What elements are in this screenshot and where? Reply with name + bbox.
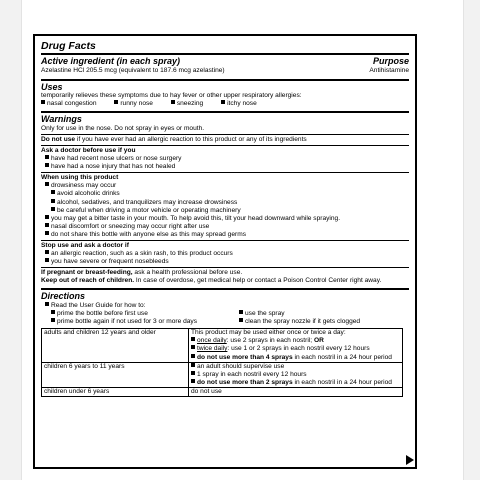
warnings-heading: Warnings: [41, 114, 82, 125]
list-item: prime bottle again if not used for 3 or more days: [51, 318, 171, 326]
dosage-cell: do not use: [189, 387, 403, 396]
list-item: you have severe or frequent nosebleeds: [41, 258, 409, 266]
list-item: sneezing: [171, 100, 211, 107]
age-cell: children under 6 years: [42, 387, 189, 396]
dosage-table: [41, 328, 403, 397]
directions-intro: Read the User Guide for how to:: [41, 302, 409, 310]
list-item: do not share this bottle with anyone else as this may spread germs: [41, 231, 409, 239]
list-item: have had a nose injury that has not healed: [41, 163, 409, 171]
list-item: use the spray: [171, 310, 409, 318]
list-item: you may get a bitter taste in your mouth. To help avoid this, tilt your head downward while spraying.: [41, 215, 409, 223]
dosage-cell: an adult should supervise use 1 spray in each nostril every 12 hours do not use more than 2 sprays in each nostril in a 24 hour period: [189, 362, 403, 387]
drug-facts-title: Drug Facts: [41, 40, 96, 52]
directions-heading: Directions: [41, 291, 86, 302]
drug-facts-panel: [33, 34, 417, 469]
table-row: [42, 329, 403, 362]
uses-list: [41, 100, 409, 108]
warnings-nose-only: Only for use in the nose. Do not spray in eyes or mouth.: [41, 124, 205, 132]
active-ingredient-header: [41, 56, 409, 67]
list-item: clean the spray nozzle if it gets clogged: [171, 318, 409, 326]
continue-arrow-icon: [406, 455, 414, 465]
do-not-use-text: Do not use if you have ever had an allergic reaction to this product or any of its ingredients: [41, 135, 307, 143]
table-row: [42, 362, 403, 387]
list-item: an allergic reaction, such as a skin rash, to this product occurs: [41, 250, 409, 258]
list-item: have had recent nose ulcers or nose surgery: [41, 155, 409, 163]
age-cell: adults and children 12 years and older: [42, 329, 189, 362]
list-item: alcohol, sedatives, and tranquilizers may increase drowsiness: [41, 199, 409, 207]
list-item: nasal congestion: [41, 100, 105, 107]
pregnancy-warning: If pregnant or breast-feeding, ask a health professional before use.: [41, 269, 243, 277]
stop-use-heading: Stop use and ask a doctor if: [41, 242, 129, 249]
purpose-text: Antihistamine: [369, 66, 409, 74]
uses-intro: temporarily relieves these symptoms due to hay fever or other upper respiratory allergies:: [41, 92, 302, 100]
list-item: nasal discomfort or sneezing may occur right after use: [41, 223, 409, 231]
dosage-cell: This product may be used either once or twice a day: once daily: use 2 sprays in each nostril; OR twice daily: use 1 or 2 sprays in each nostril every 12 hours do not use more than 4 sprays in each nostril in a 24 hour period: [189, 329, 403, 362]
table-row: [42, 387, 403, 396]
when-using-heading: When using this product: [41, 174, 119, 182]
purpose-heading: Purpose: [372, 56, 409, 66]
ask-doctor-heading: Ask a doctor before use if you: [41, 146, 136, 154]
user-guide-list: [41, 310, 409, 326]
active-ingredient-heading: Active ingredient (in each spray): [41, 56, 181, 66]
uses-heading: Uses: [41, 81, 63, 92]
list-item: prime the bottle before first use: [51, 310, 171, 318]
keep-out-of-reach: Keep out of reach of children. In case of overdose, get medical help or contact a Poison Control Center right away.: [41, 277, 382, 285]
active-ingredient-text: Azelastine HCl 205.5 mcg (equivalent to 187.6 mcg azelastine): [41, 66, 225, 74]
list-item: runny nose: [114, 100, 161, 107]
list-item: avoid alcoholic drinks: [41, 190, 409, 198]
age-cell: children 6 years to 11 years: [42, 362, 189, 387]
list-item: itchy nose: [221, 100, 265, 107]
list-item: be careful when driving a motor vehicle or operating machinery: [41, 207, 409, 215]
active-ingredient-row: [41, 67, 409, 75]
list-item: drowsiness may occur: [41, 182, 409, 190]
